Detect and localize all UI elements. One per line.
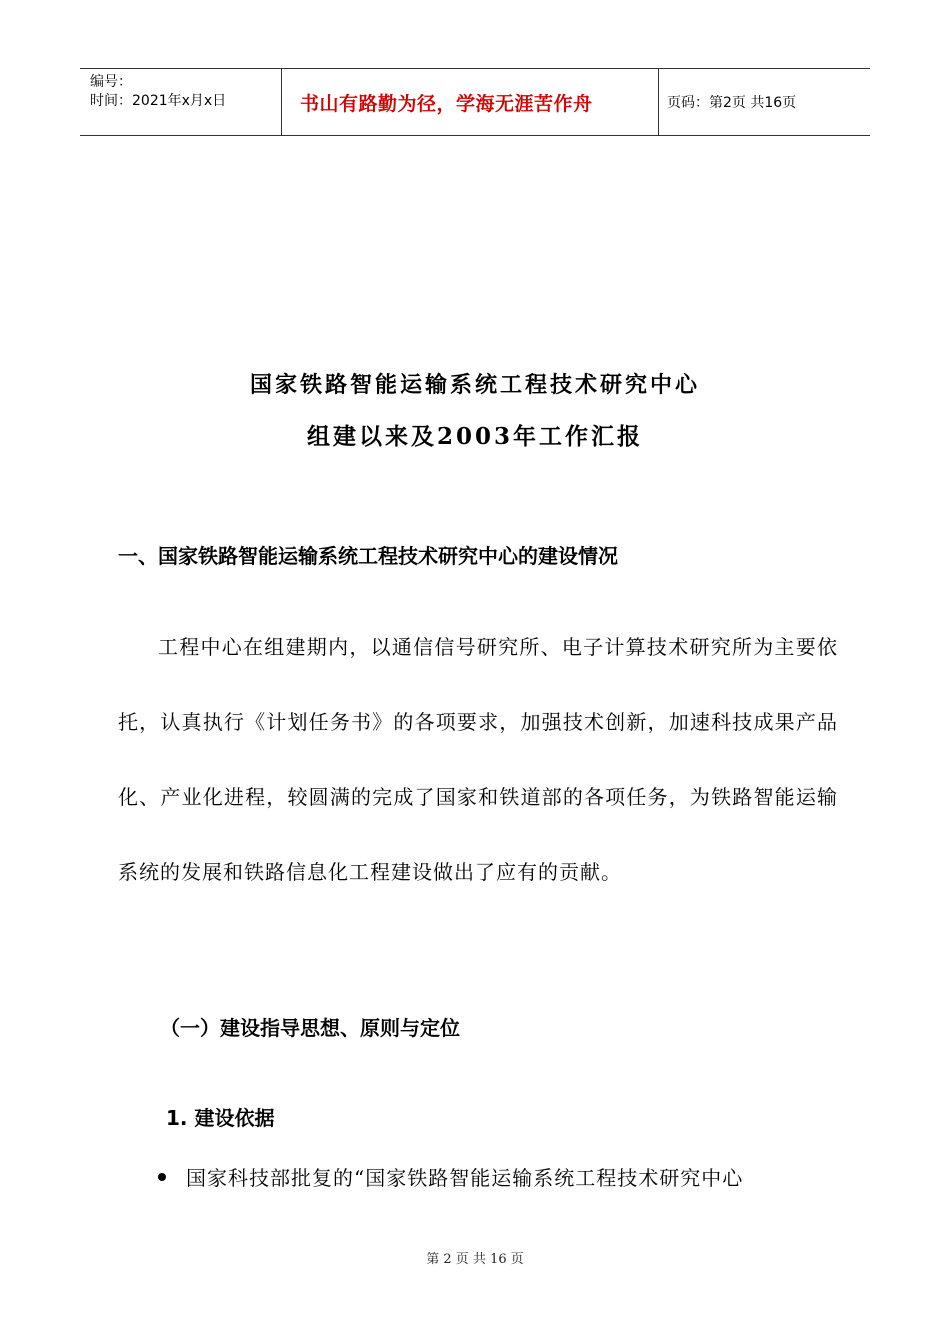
subsection-heading: （一）建设指导思想、原则与定位 [160,1016,460,1040]
header-page-code: 页码：第2页 共16页 [667,95,797,111]
bullet-dot-icon [158,1173,166,1181]
header-motto: 书山有路勤为径，学海无涯苦作舟 [300,92,593,115]
item-heading: 1. 建设依据 [166,1106,275,1130]
section-heading: 一、国家铁路智能运输系统工程技术研究中心的建设情况 [118,544,618,568]
page-header [80,68,870,136]
document-title-line1: 国家铁路智能运输系统工程技术研究中心 [249,372,700,398]
page-footer: 第 2 页 共 16 页 [426,1252,524,1267]
body-paragraph: 工程中心在组建期内，以通信信号研究所、电子计算技术研究所为主要依托，认真执行《计划任务书》的各项要求，加强技术创新，加速科技成果产品化、产业化进程，较圆满的完成了国家和铁道部的各项任务，为铁路智能运输系统的发展和铁路信息化工程建设做出了应有的贡献。 [118,635,838,884]
header-info-cell [80,69,282,135]
header-page-cell [659,69,870,135]
document-title-line2: 组建以来及2003年工作汇报 [306,423,643,450]
bullet-item [158,1162,848,1191]
header-motto-cell [282,69,659,135]
document-number-label: 编号： [90,74,132,90]
bullet-text: 国家科技部批复的“国家铁路智能运输系统工程技术研究中心 [186,1166,744,1190]
document-time-label: 时间：2021年x月x日 [90,93,227,109]
